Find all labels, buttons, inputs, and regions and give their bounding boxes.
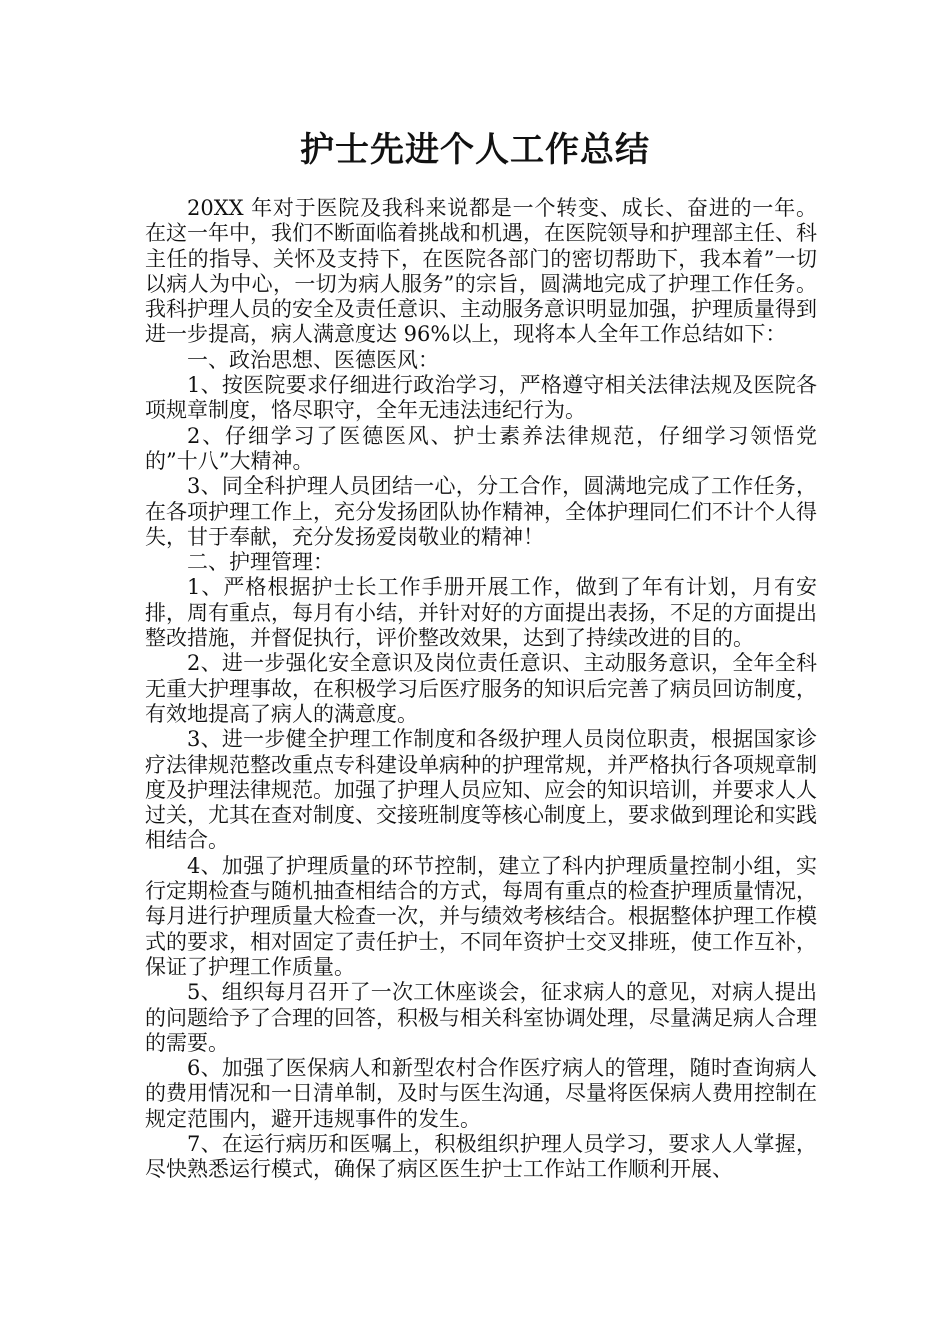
- paragraph: 1、按医院要求仔细进行政治学习，严格遵守相关法律法规及医院各项规章制度，恪尽职守，全年无违法违纪行为。: [145, 373, 817, 423]
- section-heading-politics: 一、政治思想、医德医风：: [187, 347, 439, 372]
- paragraph: 2、仔细学习了医德医风、护士素养法律规范，仔细学习领悟党的”十八”大精神。: [145, 423, 817, 473]
- document-body: [145, 196, 817, 1183]
- paragraph: 1、严格根据护士长工作手册开展工作，做到了年有计划，月有安排，周有重点，每月有小结，并针对好的方面提出表扬，不足的方面提出整改措施，并督促执行，评价整改效果，达到了持续改进的目的。: [145, 575, 817, 651]
- document-title: 护士先进个人工作总结: [300, 130, 650, 170]
- paragraph: 3、进一步健全护理工作制度和各级护理人员岗位职责，根据国家诊疗法律规范整改重点专科建设单病种的护理常规，并严格执行各项规章制度及护理法律规范。加强了护理人员应知、应会的知识培训，并要求人人过关，尤其在查对制度、交接班制度等核心制度上，要求做到理论和实践相结合。: [145, 727, 817, 853]
- paragraph: 2、进一步强化安全意识及岗位责任意识、主动服务意识，全年全科无重大护理事故，在积极学习后医疗服务的知识后完善了病员回访制度，有效地提高了病人的满意度。: [145, 651, 817, 726]
- paragraph-intro: 20XX 年对于医院及我科来说都是一个转变、成长、奋进的一年。在这一年中，我们不断面临着挑战和机遇，在医院领导和护理部主任、科主任的指导、关怀及支持下，在医院各部门的密切帮助下，我本着”一切以病人为中心，一切为病人服务”的宗旨，圆满地完成了护理工作任务。我科护理人员的安全及责任意识、主动服务意识明显加强，护理质量得到进一步提高，病人满意度达 96%以上，现将本人全年工作总结如下：: [145, 196, 817, 347]
- section-heading-nursing-management: 二、护理管理：: [187, 550, 334, 575]
- paragraph: 3、同全科护理人员团结一心，分工合作，圆满地完成了工作任务，在各项护理工作上，充分发扬团队协作精神，全体护理同仁们不计个人得失，甘于奉献，充分发扬爱岗敬业的精神！: [145, 474, 817, 549]
- paragraph: 5、组织每月召开了一次工休座谈会，征求病人的意见，对病人提出的问题给予了合理的回答，积极与相关科室协调处理，尽量满足病人合理的需要。: [145, 980, 817, 1055]
- paragraph: 7、在运行病历和医嘱上，积极组织护理人员学习，要求人人掌握，尽快熟悉运行模式，确保了病区医生护士工作站工作顺利开展、: [145, 1131, 817, 1182]
- paragraph: 4、加强了护理质量的环节控制，建立了科内护理质量控制小组，实行定期检查与随机抽查相结合的方式，每周有重点的检查护理质量情况，每月进行护理质量大检查一次，并与绩效考核结合。根据整体护理工作模式的要求，相对固定了责任护士，不同年资护士交叉排班，使工作互补，保证了护理工作质量。: [145, 853, 817, 979]
- paragraph: 6、加强了医保病人和新型农村合作医疗病人的管理，随时查询病人的费用情况和一日清单制，及时与医生沟通，尽量将医保病人费用控制在规定范围内，避开违规事件的发生。: [145, 1056, 817, 1131]
